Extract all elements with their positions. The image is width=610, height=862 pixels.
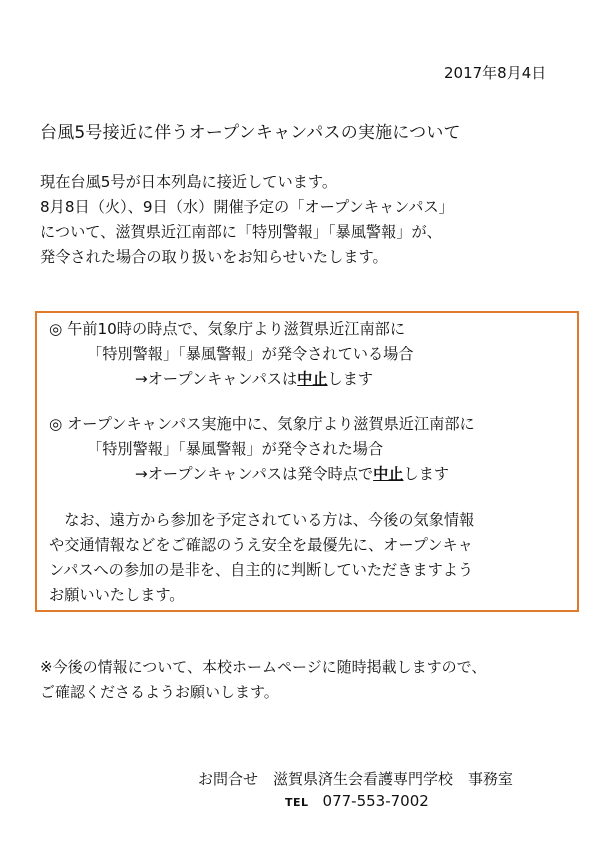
intro-line: 発令された場合の取り扱いをお知らせいたします。 [40, 248, 388, 266]
document-title: 台風5号接近に伴うオープンキャンパスの実施について [40, 123, 461, 143]
tel-label: TEL [285, 796, 309, 809]
footer-note [40, 655, 486, 705]
document-date: 2017年8月4日 [444, 64, 547, 82]
item2-line3-prefix: →オープンキャンパスは発令時点で [135, 465, 374, 483]
contact-info: お問合せ 滋賀県済生会看護専門学校 事務室 [198, 770, 514, 788]
notice-box [35, 311, 579, 612]
item1-line3 [135, 368, 373, 389]
item1-line2: 「特別警報」「暴風警報」が発令されている場合 [87, 345, 414, 363]
note-line: お願いいたします。 [49, 586, 185, 604]
item2-line3-suffix: します [403, 465, 450, 483]
item1-line3-prefix: →オープンキャンパスは [135, 370, 298, 388]
item1-line3-suffix: します [327, 370, 374, 388]
cancel-emphasis: 中止 [297, 370, 328, 388]
item2-line2: 「特別警報」「暴風警報」が発令された場合 [87, 440, 384, 458]
item1-line1: ◎ 午前10時の時点で、気象庁より滋賀県近江南部に [49, 320, 406, 338]
item2-line3 [135, 463, 449, 484]
note-line: ンパスへの参加の是非を、自主的に判断していただきますよう [49, 561, 474, 579]
footer-note-line: ※今後の情報について、本校ホームページに随時掲載しますので、 [40, 658, 487, 676]
intro-paragraph [40, 170, 454, 270]
cancel-emphasis: 中止 [373, 465, 404, 483]
phone-number: 077-553-7002 [322, 792, 429, 810]
note-line: や交通情報などをご確認のうえ安全を最優先に、オープンキャ [49, 536, 473, 554]
intro-line: について、滋賀県近江南部に「特別警報」「暴風警報」が、 [40, 223, 442, 241]
footer-note-line: ご確認くださるようお願いします。 [40, 683, 279, 701]
phone-line [285, 792, 429, 810]
note-line: なお、遠方から参加を予定されている方は、今後の気象情報 [49, 511, 475, 529]
item2-line1: ◎ オープンキャンパス実施中に、気象庁より滋賀県近江南部に [49, 415, 475, 433]
intro-line: 現在台風5号が日本列島に接近しています。 [40, 173, 338, 191]
intro-line: 8月8日（火）、9日（水）開催予定の「オープンキャンパス」 [40, 198, 454, 216]
